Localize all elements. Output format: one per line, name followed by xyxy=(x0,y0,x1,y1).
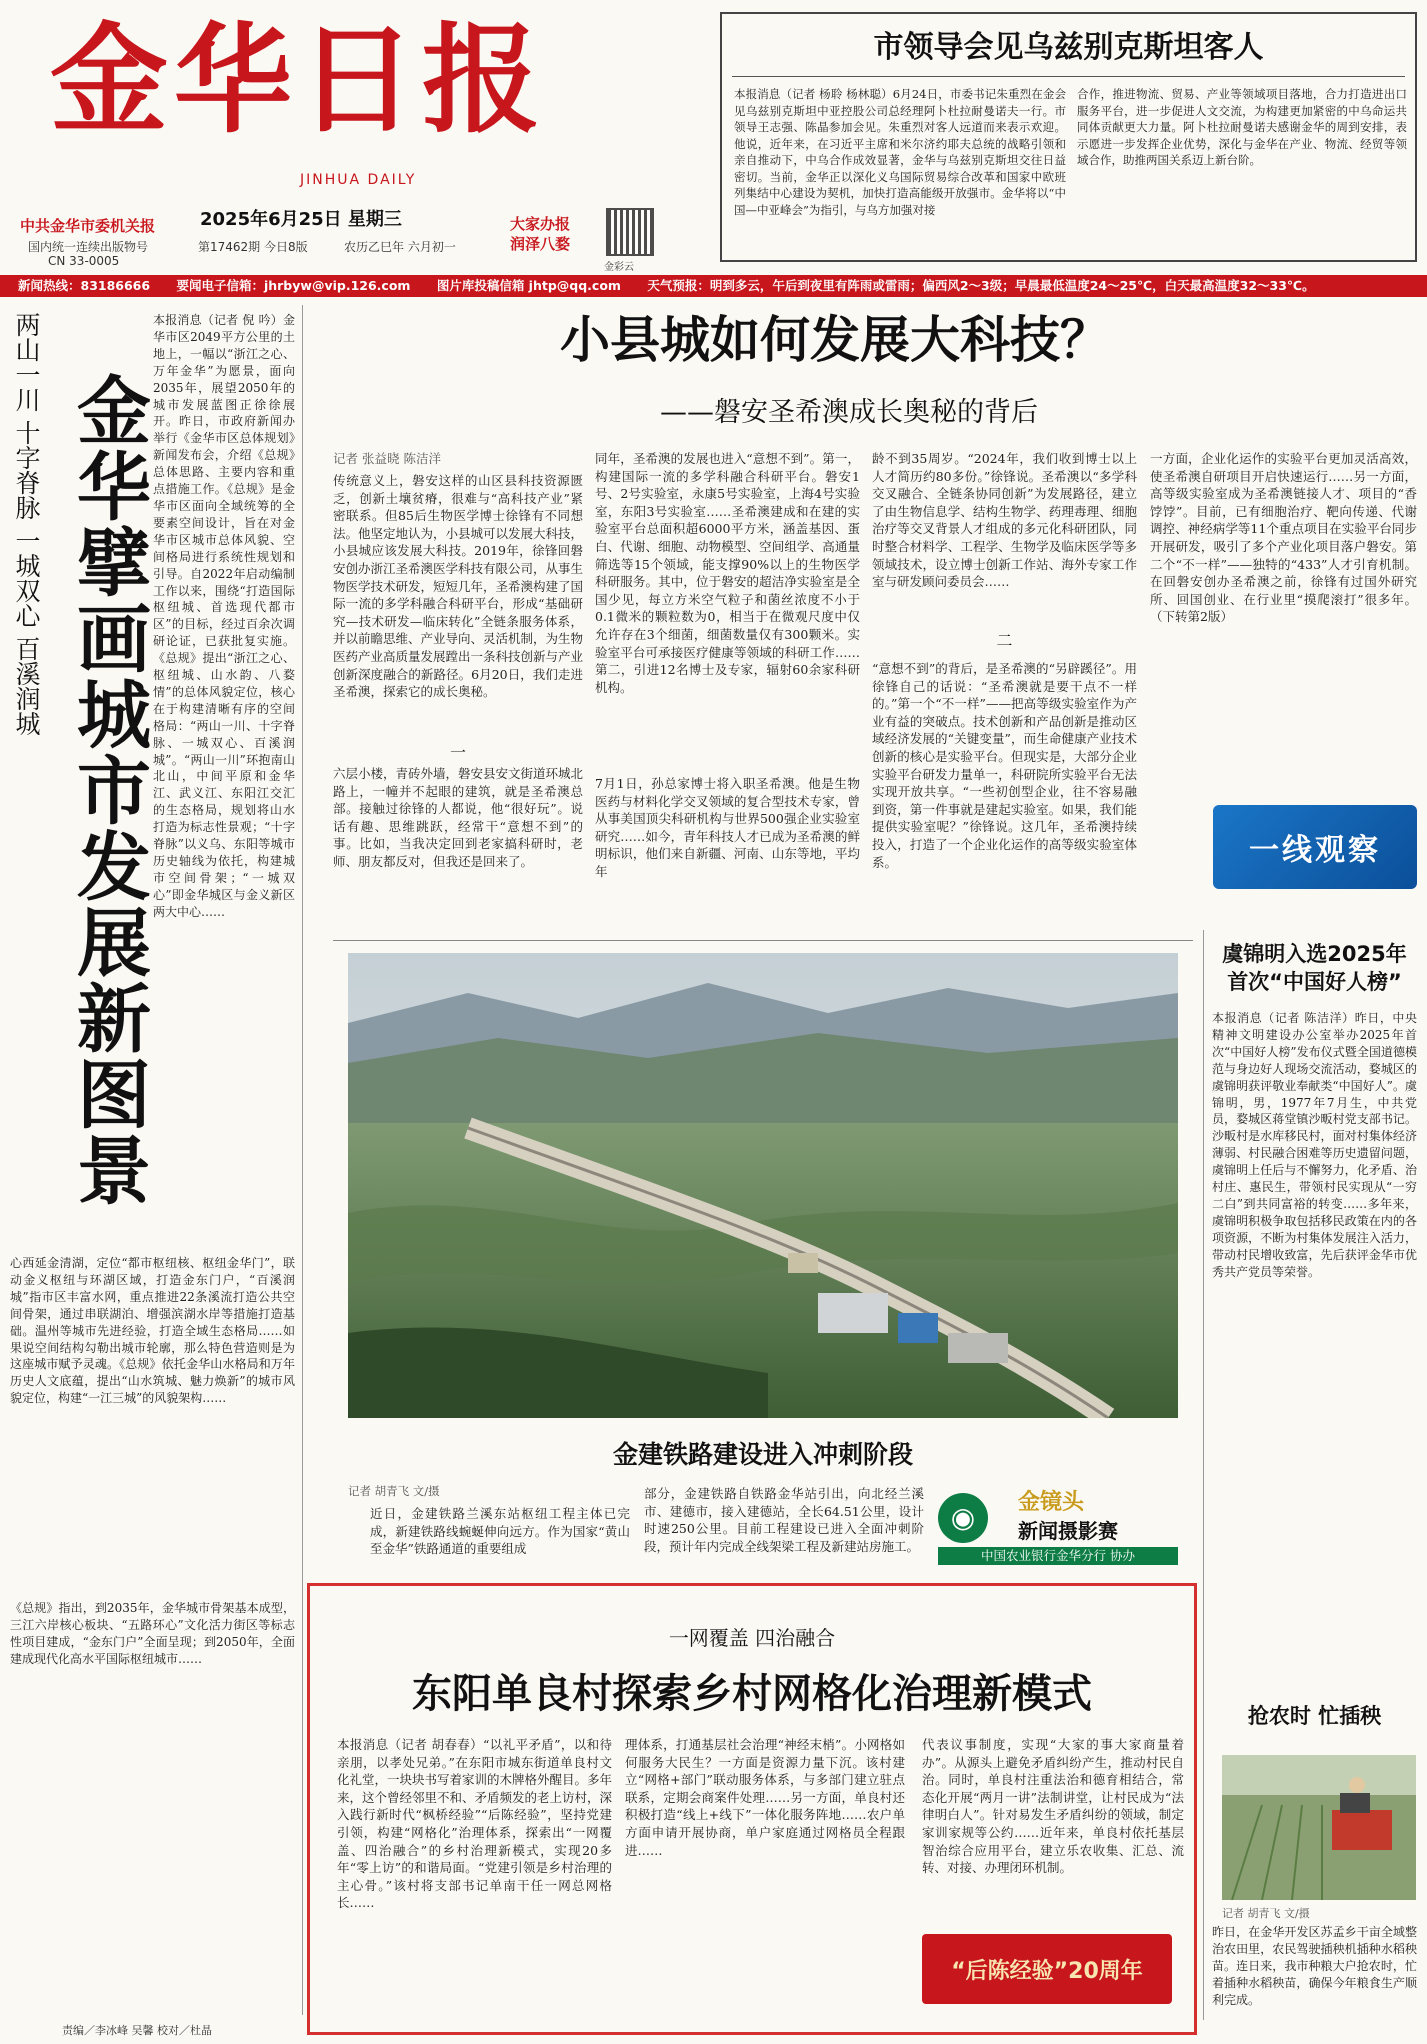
main-story-subtitle: ——磐安圣希澳成长奥秘的背后 xyxy=(660,397,1038,428)
yixian-observation-badge: 一线观察 xyxy=(1213,805,1417,889)
farm-photo xyxy=(1222,1755,1416,1900)
lunar-date: 农历乙巳年 六月初一 xyxy=(344,240,456,254)
farm-story-title: 抢农时 忙插秧 xyxy=(1247,1704,1382,1728)
golden-lens-badge xyxy=(938,1485,1178,1567)
main-story-col-4: 一方面，企业化运作的实验平台更加灵活高效，使圣希澳自研项目开启快速运行……另一方面，高等级实验室成为圣希澳链接人才、项目的“香饽饽”。目前，已有细胞治疗、靶向传递、代谢调控、神经病学等11个重点项目在实验平台同步开展研发，吸引了多个产业化项目落户磐安。第二个“不一样”——独特的“433”人才引育机制。在回磐安创办圣希澳之前，徐锋有过国外研究所、回国创业、在行业里“摸爬滚打”很多年。（下转第2版） xyxy=(1150,451,1417,625)
photo-text-2: 部分，金建铁路自铁路金华站引出，向北经兰溪市、建德市，接入建德站，全长64.51公里，设计时速250公里。目前工程建设已进入全面冲刺阶段，预计年内完成全线架梁工程及新建站房施工。 xyxy=(644,1486,924,1554)
feature-kicker: 一网覆盖 四治融合 xyxy=(668,1626,836,1650)
lead-col-1: 本报消息（记者 倪 吟）金华市区2049平方公里的土地上，一幅以“浙江之心、万年金华”为愿景，面向2035年，展望2050年的城市发展蓝图正徐徐展开。昨日，市政府新闻办举行《金华市区总体规划》新闻发布会，介绍《总规》总体思路、主要内容和重点措施工作。《总规》是金华市区面向全域统筹的全要素空间设计，旨在对金华市区城市总体风貌、空间格局进行系统性规划和引导。自2022年启动编制工作以来，围绕“打造国际枢纽城、首选现代都市区”的目标，经过百余次调研论证，已获批复实施。《总规》提出“浙江之心、枢纽城、山水韵、八婺情”的总体风貌定位，核心在于构建清晰有序的空间格局：“两山一川、十字脊脉、一城双心、百溪润城”。“两山一川”环抱南山北山，中间平原和金华江、武义江、东阳江交汇的生态格局，规划将山水打造为标志性景观；“十字脊脉”以义乌、东阳等城市历史轴线为依托，构建城市空间骨架；“一城双心”即金华城区与金义新区两大中心…… xyxy=(153,313,295,919)
newspaper-logo: 金华日报 xyxy=(50,10,547,149)
houchen-anniversary-badge: “后陈经验”20周年 xyxy=(922,1934,1172,2004)
qr-code xyxy=(606,208,654,256)
column-rule xyxy=(302,305,303,2015)
photo-email: 图片库投稿信箱 jhtp@qq.com xyxy=(436,278,621,293)
photo-text-1: 近日，金建铁路兰溪东站枢纽工程主体已完成，新建铁路线蜿蜒伸向远方。作为国家“黄山至金华”铁路通道的重要组成 xyxy=(370,1506,630,1557)
promo-line-2: 润泽八婺 xyxy=(510,235,571,253)
lead-col-3: 《总规》指出，到2035年，金华城市骨架基本成型，三江六岸核心板块、“五路环心”文化活力街区等标志性项目建成，“金东门户”全面呈现；到2050年，全面建成现代化高水平国际枢纽城市…… xyxy=(10,1601,295,1666)
news-hotline: 新闻热线：83186666 xyxy=(18,278,151,293)
side-story-text: 本报消息（记者 陈洁洋）昨日，中央精神文明建设办公室举办2025年首次“中国好人榜”发布仪式暨全国道德模范与身边好人现场交流活动，婺城区的虞锦明获评敬业奉献类“中国好人”。虞锦明，男，1977年7月生，中共党员，婺城区蒋堂镇沙畈村党支部书记。沙畈村是水库移民村，面对村集体经济薄弱、村民融合困难等历史遗留问题，虞锦明上任后与不懈努力，化矛盾、治村庄、惠民生，带领村民实现从“一穷二白”到共同富裕的转变……多年来，虞锦明积极争取包括移民政策在内的各项资源，不断为村集体发展注入活力，带动村民增收致富，先后获评金华市优秀共产党员等荣誉。 xyxy=(1212,1011,1417,1279)
page-footer: 责编／李冰峰 吴馨 校对／杜晶 xyxy=(62,2024,212,2037)
weather-forecast: 天气预报：明到多云，午后到夜里有阵雨或雷雨；偏西风2～3级；早晨最低温度24～25℃，白天最高温度32～33℃。 xyxy=(647,278,1315,293)
main-story-col-3b: “意想不到”的背后，是圣希澳的“另辟蹊径”。用徐锋自己的话说：“圣希澳就是要干点不一样的。”第一个“不一样”——把高等级实验室作为产业有益的突破点。技术创新和产品创新是推动区域经济发展的“关键变量”，而生命健康产业技术创新的核心是实验平台。但现实是，大部分企业实验平台研发力量单一，科研院所实验平台无法实现开放共享。“一些初创型企业，往不容易融到资，第一件事就是建起实验室。如果，我们能提供实验室呢？”徐锋说。这几年，圣希澳持续投入，打造了一个企业化运作的高等级实验室体系。 xyxy=(872,661,1137,870)
farm-story-text: 昨日，在金华开发区苏孟乡干亩全域整治农田里，农民驾驶插秧机插种水稻秧苗。连日来，我市种粮大户抢农时，忙着插种水稻秧苗，确保今年粮食生产顺利完成。 xyxy=(1212,1925,1417,2007)
main-story-col-1: 传统意义上，磐安这样的山区县科技资源匮乏，创新土壤贫瘠，很难与“高科技产业”紧密联系。但85后生物医学博士徐锋有不同想法。他坚定地认为，小县城可以发展大科技，小县城应该发展大科技。2019年，徐锋回磐安创办浙江圣希澳医学科技有限公司，从事生物医学技术研发，短短几年，圣希澳构建了国际一流的多学科融合科研平台，形成“基础研究—技术研发—临床转化”全链条服务体系，并以前瞻思维、产业导向、灵活机制，为生物医药产业高质量发展蹚出一条科技创新与产业创新深度融合的新路径。6月20日，我们走进圣希澳，探索它的成长奥秘。 xyxy=(333,473,583,700)
newspaper-logo-en: JINHUA DAILY xyxy=(300,172,417,188)
feature-col-1: 本报消息（记者 胡春春）“以礼平矛盾”，以和待亲朋，以孝处兄弟。”在东阳市城东街道单良村文化礼堂，一块块书写着家训的木牌格外醒目。多年来，这个曾经邻里不和、矛盾频发的老上访村，深入践行新时代“枫桥经验”“后陈经验”，坚持党建引领，构建“网格化”治理体系，探索出“一网覆盖、四治融合”的乡村治理新模式，实现20多年“零上访”的和谐局面。“党建引领是乡村治理的主心骨。”该村将支部书记单南干任一网总网格长…… xyxy=(337,1737,612,1911)
railway-photo xyxy=(348,953,1178,1418)
header-story-box xyxy=(720,12,1417,262)
issue-date: 2025年6月25日 星期三 xyxy=(200,209,402,230)
news-email: 要闻电子信箱：jhrbyw@vip.126.com xyxy=(176,278,411,293)
header-story-col-2: 合作，推进物流、贸易、产业等领域项目落地，合力打造进出口服务平台，进一步促进人文交流，为构建更加紧密的中乌命运共同体贡献更大力量。阿卜杜拉耐曼诺夫感谢金华的周到安排，表示愿进一步发挥企业优势，深化与金华在产业、物流、经贸等领域合作，助推两国关系迈上新台阶。 xyxy=(1077,87,1407,167)
farm-byline: 记者 胡青飞 文/摄 xyxy=(1222,1907,1310,1920)
main-story-section-mark-1: 一 xyxy=(449,743,466,762)
camera-icon: ◉ xyxy=(938,1493,988,1543)
cn-label: 国内统一连续出版物号 xyxy=(28,240,149,254)
main-story-col-2b: 7月1日，孙总家博士将入职圣希澳。他是生物医药与材料化学交叉领域的复合型技术专家，曾从事美国顶尖科研机构与世界500强企业实验室研究……如今，青年科技人才已成为圣希澳的鲜明标识，他们来自新疆、河南、山东等地，平均年 xyxy=(595,776,860,879)
feature-story-box xyxy=(307,1583,1197,2035)
column-rule xyxy=(1203,930,1204,2020)
main-story-col-3: 龄不到35周岁。“2024年，我们收到博士以上人才简历约80多份。”徐锋说。圣希澳以“多学科交叉融合、全链条协同创新”为发展路径，建立了由生物信息学、结构生物学、药理毒理、细胞治疗等交叉背景人才组成的多元化科研团队，同时整合材料学、工程学、生物学及临床医学等多领域技术，设立博士创新工作站、海外专家工作室与研发顾问委员会…… xyxy=(872,451,1137,590)
cn-number: CN 33-0005 xyxy=(48,254,120,268)
header-story-col-1: 本报消息（记者 杨聆 杨林聪）6月24日，市委书记朱重烈在金会见乌兹别克斯坦中亚控股公司总经理阿卜杜拉耐曼诺夫一行。市领导王志强、陈晶参加会见。朱重烈对客人远道而来表示欢迎。他说，近年来，在习近平主席和米尔济约耶夫总统的战略引领和亲自推动下，中乌合作成效显著，金华与乌兹别克斯坦交往日益密切。当前，金华正以深化义乌国际贸易综合改革和国家中欧班列集结中心建设为契机，加快打造高能级开放强市。金华将以“中国—中亚峰会”为指引，与乌方加强对接 xyxy=(734,87,1066,217)
promo-slogan xyxy=(510,214,570,254)
railway-photo-image xyxy=(348,953,1178,1418)
main-story-col-2: 同年，圣希澳的发展也进入“意想不到”。第一，构建国际一流的多学科融合科研平台。磐安1号、2号实验室，永康5号实验室，上海4号实验室，东阳3号实验室……圣希澳建成和在建的实验室平台总面积超6000平方米，涵盖基因、蛋白、代谢、细胞、动物模型、空间组学、高通量筛选等15个领域，能支撑90%以上的生物医学科研服务。其中，位于磐安的超洁净实验室是全国少见，每立方米空气粒子和菌丝浓度不小于0.1微米的颗粒数为0，相当于在微观尺度中仅允许存在3个细菌，细菌数量仅有300颗米。实验室平台可承接医疗健康等领域的科研工作……第二，引进12名博士及专家，辐射60余家科研机构。 xyxy=(595,451,860,695)
side-story-title: 虞锦明入选2025年首次“中国好人榜” xyxy=(1222,942,1407,994)
photo-caption: 金建铁路建设进入冲刺阶段 xyxy=(612,1440,913,1469)
feature-title: 东阳单良村探索乡村网格化治理新模式 xyxy=(412,1671,1092,1717)
organization-label: 中共金华市委机关报 xyxy=(20,217,156,235)
golden-lens-subtitle: 新闻摄影赛 xyxy=(1018,1519,1118,1543)
lead-col-2: 心西延金清湖，定位“都市枢纽核、枢纽金华门”，联动金义枢纽与环湖区域，打造金东门户，“百溪润城”指市区丰富水网，重点推进22条溪流打造公共空间骨架，通过串联湖泊、增强滨湖水岸等措施打造基础。温州等城市先进经验，打造全域生态格局……如果说空间结构勾勒出城市轮廓，那么特色营造则是为这座城市赋予灵魂。《总规》依托金华山水格局和万年历史人文底蕴，提出“山水筑城、魅力焕新”的城市风貌定位，构建“一江三城”的风貌架构…… xyxy=(10,1256,295,1406)
main-story-section-mark-2: 二 xyxy=(996,631,1013,650)
main-story-col-1b: 六层小楼，青砖外墙，磐安县安文街道环城北路上，一幢并不起眼的建筑，就是圣希澳总部。接触过徐锋的人都说，他“很好玩”。说话有趣、思维跳跃，经常干“意想不到”的事。比如，当我决定回到老家搞科研时，老师、朋友都反对，但我还是回来了。 xyxy=(333,766,583,869)
issue-number: 第17462期 今日8版 xyxy=(198,240,308,254)
main-story-byline: 记者 张益晓 陈洁洋 xyxy=(333,451,441,466)
promo-brand: 金彩云 xyxy=(604,262,634,273)
golden-lens-sponsor: 中国农业银行金华分行 协办 xyxy=(938,1547,1178,1565)
divider xyxy=(732,76,1405,77)
lead-title: 金华擘画城市发展新图景 xyxy=(65,372,151,1208)
main-story-title: 小县城如何发展大科技？ xyxy=(560,311,1110,369)
feature-col-2: 理体系，打通基层社会治理“神经末梢”。小网格如何服务大民生？一方面是资源力量下沉。该村建立“网格+部门”联动服务体系，与多部门建立驻点联系，定期会商案件处理……另一方面，单良村还积极打造“线上+线下”一体化服务阵地……农户单方面申请开展协商，单户家庭通过网格员全程跟进…… xyxy=(625,1737,905,1858)
golden-lens-title: 金镜头 xyxy=(1018,1490,1085,1515)
info-bar xyxy=(0,275,1427,297)
feature-col-3: 代表议事制度，实现“大家的事大家商量着办”。从源头上避免矛盾纠纷产生，推动村民自治。同时，单良村注重法治和德育相结合，常态化开展“两月一讲”法制讲堂，让村民成为“法律明白人”。针对易发生矛盾纠纷的领域，制定家训家规等公约……近年来，单良村依托基层智治综合应用平台，建立乐农收集、汇总、流转、对接、办理闭环机制。 xyxy=(922,1737,1184,1876)
farm-photo-image xyxy=(1222,1755,1416,1900)
header-story-title: 市领导会见乌兹别克斯坦客人 xyxy=(873,30,1264,65)
promo-line-1: 大家办报 xyxy=(510,215,571,233)
masthead xyxy=(0,0,720,272)
lead-topic: 两山一川 十字脊脉 一城双心 百溪润城 xyxy=(12,312,41,736)
photo-byline: 记者 胡青飞 文/摄 xyxy=(348,1484,440,1498)
